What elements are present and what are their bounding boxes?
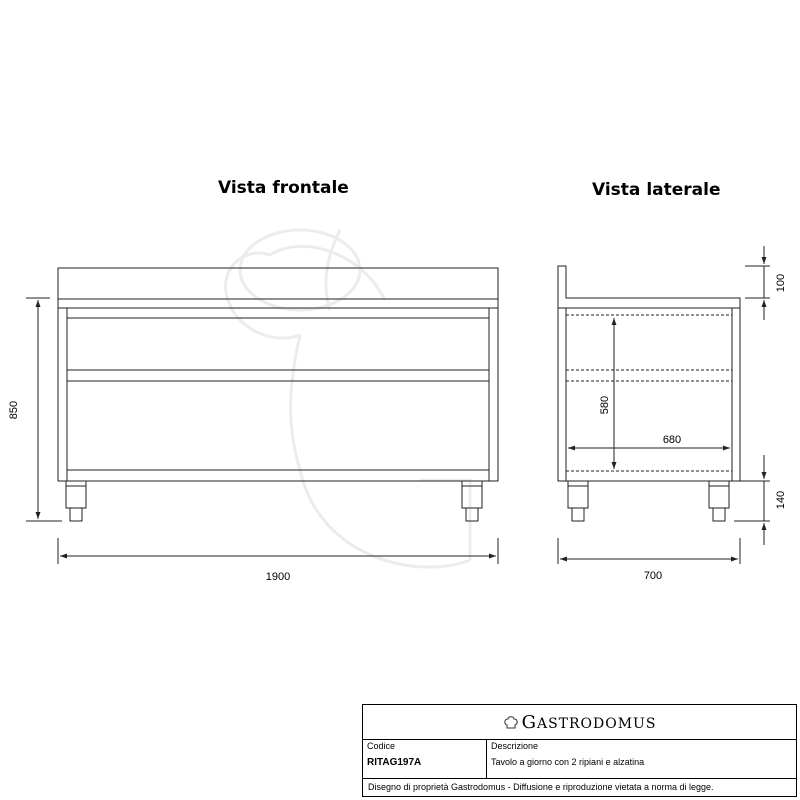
depth-dimension-label: 700 (643, 570, 663, 582)
front-right-foot (462, 481, 482, 521)
front-left-foot (66, 481, 86, 521)
front-worktop (58, 268, 498, 299)
front-view (26, 268, 498, 564)
ownership-notice: Disegno di proprietà Gastrodomus - Diffusione e riproduzione vietata a norma di legge. (368, 782, 714, 792)
side-left-foot (568, 481, 588, 521)
shelf-depth-dimension-label: 680 (662, 434, 682, 446)
side-view (558, 246, 770, 564)
title-block-divider (363, 739, 796, 740)
shelf-height-dimension-label: 580 (599, 395, 611, 415)
upstand-dimension-label: 100 (775, 273, 787, 293)
width-dimension-label: 1900 (265, 571, 291, 583)
side-upstand-top (558, 266, 740, 308)
side-right-foot (709, 481, 729, 521)
brand-name: GASTRODOMUS (521, 711, 657, 733)
watermark-logo (226, 230, 470, 567)
side-view-title: Vista laterale (592, 180, 721, 200)
leg-height-dimension-label: 140 (775, 490, 787, 510)
front-view-title: Vista frontale (218, 178, 349, 198)
code-value: RITAG197A (367, 757, 422, 768)
front-left-leg-panel (58, 308, 67, 481)
description-value: Tavolo a giorno con 2 ripiani e alzatina (491, 757, 645, 767)
front-right-leg-panel (489, 308, 498, 481)
code-label: Codice (367, 741, 396, 751)
title-block-column-divider (486, 739, 487, 778)
title-block-footer-divider (363, 778, 796, 779)
brand-logo (363, 705, 796, 739)
title-block (362, 704, 797, 797)
description-label: Descrizione (491, 741, 539, 751)
height-dimension-label: 850 (8, 400, 20, 420)
front-middle-shelf (67, 370, 489, 381)
chef-hat-icon (503, 714, 519, 730)
